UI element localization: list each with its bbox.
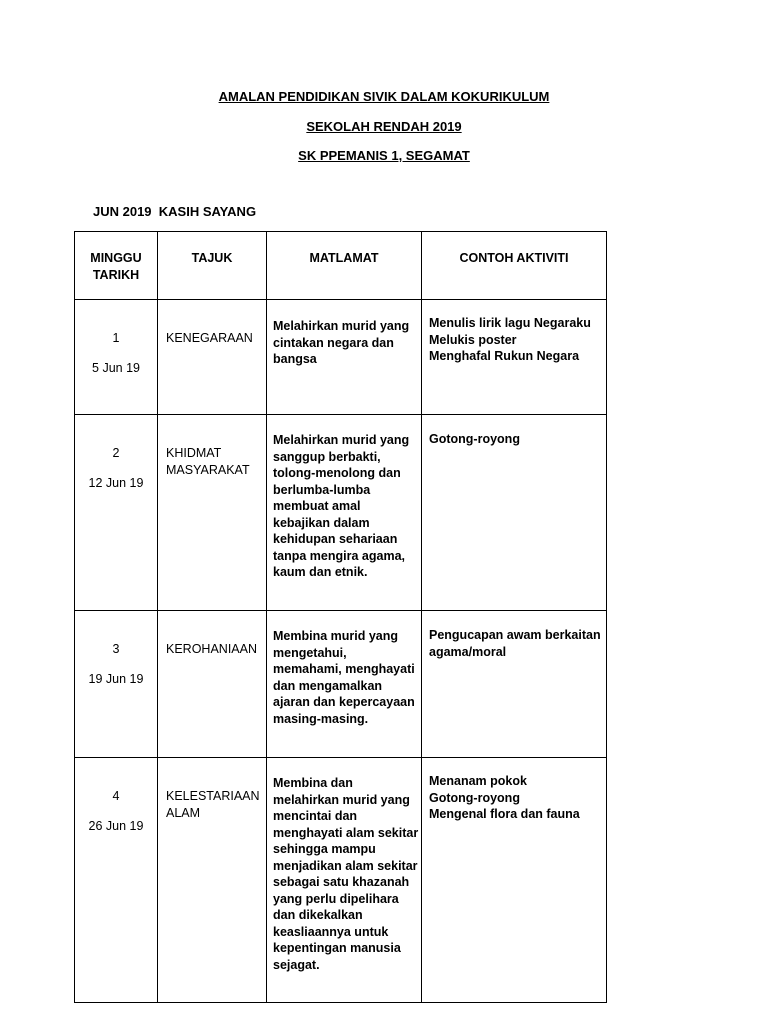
header-date-label: TARIKH <box>92 267 140 282</box>
aim-line: kehidupan sehariaan <box>273 532 398 546</box>
document-subtitle-school-level: SEKOLAH RENDAH 2019 <box>306 119 462 134</box>
week-cell <box>75 300 158 415</box>
week-date: 12 Jun 19 <box>88 475 144 490</box>
week-date: 26 Jun 19 <box>88 818 144 833</box>
table-header-row <box>75 232 607 300</box>
aim-line: Membina murid yang <box>273 629 399 643</box>
aim-line: Membina dan <box>273 776 353 790</box>
aim-line: tolong-menolong dan <box>273 466 401 480</box>
table-row <box>75 611 607 758</box>
aim-line: Melahirkan murid yang <box>273 433 410 447</box>
week-cell <box>75 758 158 1003</box>
aim-cell <box>267 300 422 415</box>
header-week-label: MINGGU <box>90 251 142 265</box>
aim-line: sejagat. <box>273 957 320 972</box>
aim-line: berlumba-lumba <box>273 482 371 497</box>
topic-cell <box>158 611 267 758</box>
aim-line: kebajikan dalam <box>273 515 370 530</box>
month-heading: JUN 2019 KASIH SAYANG <box>93 204 257 219</box>
aim-line: membuat amal <box>273 499 361 513</box>
aim-cell <box>267 611 422 758</box>
aim-line: Melahirkan murid yang <box>273 319 410 333</box>
week-number: 4 <box>112 789 120 803</box>
aim-line: menghayati alam sekitar <box>273 825 419 840</box>
aim-line: mencintai dan <box>273 809 358 823</box>
activity-cell <box>422 611 607 758</box>
week-cell <box>75 415 158 611</box>
aim-line: masing-masing. <box>273 711 369 726</box>
topic-text: KEROHANIAAN <box>166 642 257 656</box>
aim-line: tanpa mengira agama, <box>273 548 405 563</box>
topic-text: KENEGARAAN <box>166 331 253 345</box>
aim-cell <box>267 758 422 1003</box>
aim-line: keasliaannya untuk <box>273 924 389 939</box>
aim-line: sebagai satu khazanah <box>273 875 410 889</box>
aim-line: dan mengamalkan <box>273 678 383 693</box>
week-date: 19 Jun 19 <box>88 671 144 686</box>
topic-text: MASYARAKAT <box>166 462 250 477</box>
header-topic: TAJUK <box>158 232 267 300</box>
aim-line: sehingga mampu <box>273 842 376 856</box>
aim-line: ajaran dan kepercayaan <box>273 695 415 709</box>
week-cell <box>75 611 158 758</box>
week-number: 1 <box>112 331 120 345</box>
activity-item: Menanam pokok <box>429 774 527 788</box>
topic-cell <box>158 758 267 1003</box>
aim-line: kaum dan etnik. <box>273 565 368 579</box>
aim-line: kepentingan manusia <box>273 941 401 955</box>
topic-text: KELESTARIAAN <box>166 789 260 803</box>
activity-item: Gotong-royong <box>429 432 520 446</box>
aim-line: cintakan negara dan <box>273 335 394 350</box>
topic-text: ALAM <box>166 805 201 820</box>
aim-cell <box>267 415 422 611</box>
activity-item: Menulis lirik lagu Negaraku <box>429 316 591 330</box>
aim-line: yang perlu dipelihara <box>273 891 399 906</box>
aim-line: melahirkan murid yang <box>273 792 410 807</box>
week-number: 2 <box>112 446 120 460</box>
activity-cell <box>422 300 607 415</box>
aim-line: mengetahui, <box>273 645 347 660</box>
activity-cell <box>422 758 607 1003</box>
topic-cell <box>158 415 267 611</box>
activity-plan-table <box>74 231 607 1003</box>
activity-cell <box>422 415 607 611</box>
topic-text: KHIDMAT <box>166 446 222 460</box>
header-aim: MATLAMAT <box>267 232 422 300</box>
table-row <box>75 415 607 611</box>
activity-item: Melukis poster <box>429 332 517 347</box>
week-number: 3 <box>112 642 120 656</box>
topic-cell <box>158 300 267 415</box>
week-date: 5 Jun 19 <box>92 360 140 375</box>
activity-item: Gotong-royong <box>429 790 520 805</box>
aim-line: menjadikan alam sekitar <box>273 858 418 873</box>
document-subtitle-school-name: SK PPEMANIS 1, SEGAMAT <box>298 148 470 163</box>
aim-line: memahami, menghayati <box>273 662 415 676</box>
table-row <box>75 758 607 1003</box>
header-week-date <box>75 232 158 300</box>
aim-line: dan dikekalkan <box>273 908 363 922</box>
header-activity: CONTOH AKTIVITI <box>422 232 607 300</box>
table-row <box>75 300 607 415</box>
activity-item: Mengenal flora dan fauna <box>429 807 580 821</box>
aim-line: bangsa <box>273 352 317 366</box>
document-title: AMALAN PENDIDIKAN SIVIK DALAM KOKURIKULUM <box>218 89 550 104</box>
activity-item: Pengucapan awam berkaitan <box>429 628 601 642</box>
activity-item: agama/moral <box>429 644 507 659</box>
aim-line: sanggup berbakti, <box>273 449 381 464</box>
activity-item: Menghafal Rukun Negara <box>429 349 580 363</box>
